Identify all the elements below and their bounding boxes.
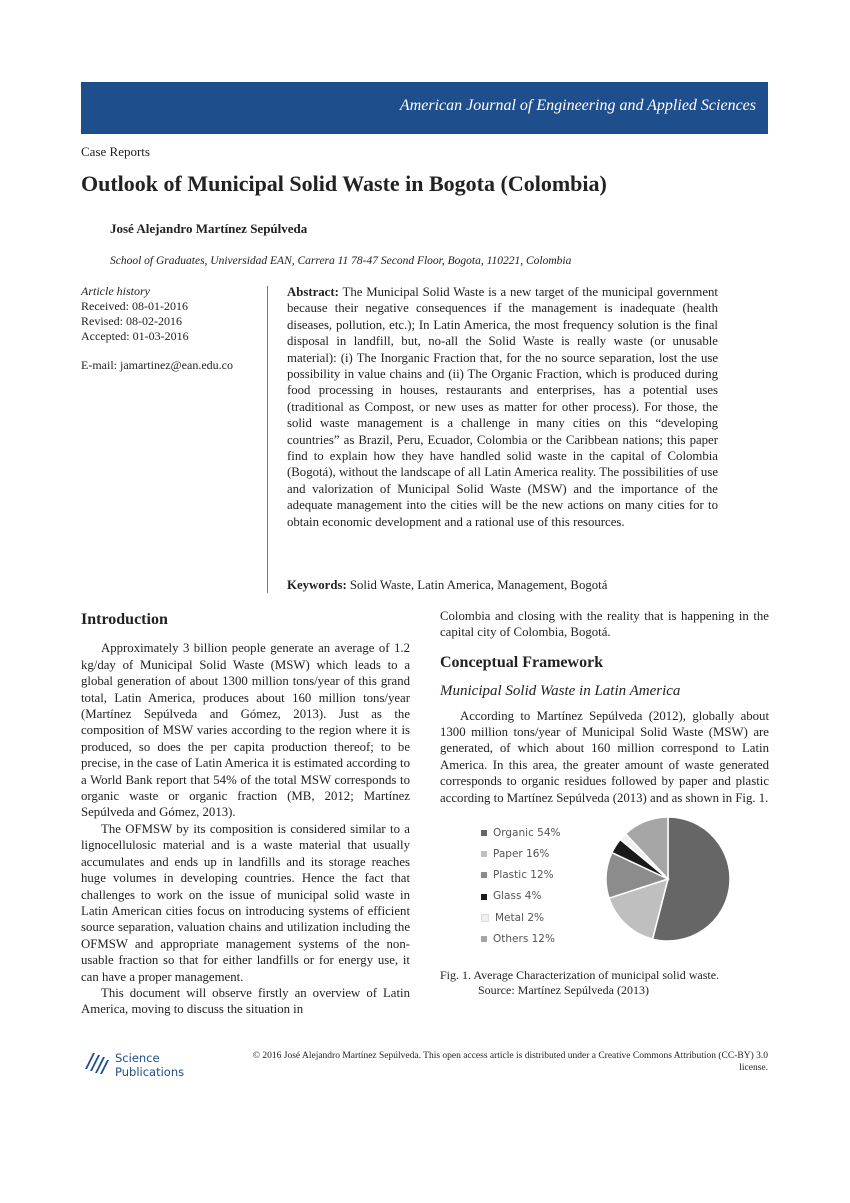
history-received: Received: 08-01-2016	[81, 299, 188, 313]
abstract	[287, 284, 718, 530]
legend-item	[481, 929, 561, 950]
legend-swatch	[481, 894, 487, 900]
legend-label: Others 12%	[493, 932, 555, 945]
keywords	[287, 578, 718, 593]
pie-chart-figure	[440, 814, 769, 964]
article-history	[81, 284, 261, 373]
history-heading: Article history	[81, 284, 150, 298]
paragraph: This document will observe firstly an overview of Latin America, moving to discuss the situation in	[81, 985, 410, 1017]
chart-legend	[481, 822, 561, 950]
publisher-name-line1: Science	[115, 1051, 160, 1065]
abstract-label: Abstract:	[287, 285, 339, 299]
history-accepted: Accepted: 01-03-2016	[81, 329, 189, 343]
license-text: © 2016 José Alejandro Martínez Sepúlveda. This open access article is distributed under a Creative Commons Attribution (CC-BY) 3.0 license.	[252, 1051, 768, 1073]
section-heading-introduction: Introduction	[81, 611, 168, 628]
paragraph: Colombia and closing with the reality that is happening in the capital city of Colombia, Bogotá.	[440, 609, 769, 640]
divider-line	[267, 286, 268, 593]
legend-swatch	[481, 914, 489, 922]
author-name: José Alejandro Martínez Sepúlveda	[110, 221, 308, 236]
legend-label: Plastic 12%	[493, 869, 554, 882]
legend-swatch	[481, 851, 487, 857]
journal-title: American Journal of Engineering and Applied Sciences	[399, 97, 756, 114]
legend-item	[481, 822, 561, 843]
legend-swatch	[481, 830, 487, 836]
history-revised: Revised: 08-02-2016	[81, 314, 182, 328]
caption-text: Fig. 1. Average Characterization of municipal solid waste.	[440, 968, 720, 983]
keywords-text: Solid Waste, Latin America, Management, Bogotá	[349, 578, 608, 592]
legend-label: Glass 4%	[493, 890, 542, 903]
figure-caption	[440, 968, 769, 998]
legend-swatch	[481, 936, 487, 942]
paragraph: According to Martínez Sepúlveda (2012), globally about 1300 million tons/year of Municipal Solid Waste (MSW) are generated, of which about 160 million correspond to Latin America. In this area, the greater amount of waste generated corresponds to organic residues followed by paper and plastic according to Martínez Sepúlveda (2013) and as shown in Fig. 1.	[440, 708, 769, 805]
publisher-logo	[81, 1047, 201, 1083]
author-affiliation: School of Graduates, Universidad EAN, Carrera 11 78-47 Second Floor, Bogota, 110221, Colombia	[110, 255, 572, 267]
pie-chart	[603, 814, 733, 944]
article-type: Case Reports	[81, 144, 150, 159]
legend-item	[481, 843, 561, 864]
left-column	[81, 608, 410, 1018]
section-heading-conceptual-framework: Conceptual Framework	[440, 653, 604, 671]
legend-label: Organic 54%	[493, 826, 561, 839]
right-column	[440, 608, 769, 998]
publisher-logo-icon	[81, 1047, 111, 1077]
paragraph: The OFMSW by its composition is considered similar to a lignocellulosic material and is a waste material that usually accumulates and ends up in landfills and its storage reaches huge volumes in developing countries. Hence the fact that challenges to work on the issue of municipal solid waste in Latin American cities focus on introducing systems of efficient source separation, valuation chains and utilization including the OFMSW and appropriate management systems of the non-usable fraction so that for either landfills or for energy use, it can have a proper management.	[81, 821, 410, 984]
caption-source: Source: Martínez Sepúlveda (2013)	[478, 983, 649, 998]
legend-label: Metal 2%	[495, 911, 544, 924]
legend-label: Paper 16%	[493, 847, 550, 860]
abstract-text: The Municipal Solid Waste is a new target of the municipal government because their negative consequences if the management is inadequate (health diseases, pollution, etc.); In Latin America, the most frequency solution is the final disposal in landfill, but, no-all the Solid Waste is really waste (or unusable material): (i) The Inorganic Fraction that, for the no source separation, lost the use possibility in value chains and (ii) The Organic Fraction, which is produced during food processing in houses, restaurants and enterprises, has a potential uses (traditional as Compost, or new uses as matter for other process). For those, the solid waste management is a challenge in many cities on this “developing countries” as Brazil, Peru, Ecuador, Colombia or the Caribbean nations; this paper find to explain how they have handled solid waste in the capital of Colombia (Bogotá), without the landscape of all Latin America reality. The possibilities of use and valorization of Municipal Solid Waste (MSW) and the importance of the adequate management into the cities will be the new actions on many cities for to obtain economic development and a rational use of this resources.	[287, 285, 718, 529]
legend-item	[481, 886, 561, 907]
legend-swatch	[481, 872, 487, 878]
publisher-name	[115, 1051, 184, 1079]
legend-item	[481, 907, 561, 928]
author-email: E-mail: jamartinez@ean.edu.co	[81, 358, 233, 372]
keywords-label: Keywords:	[287, 578, 347, 592]
paragraph: Approximately 3 billion people generate an average of 1.2 kg/day of Municipal Solid Waste (MSW) which leads to a global generation of about 1300 million tons/year of this grand total, Latin America, produces about 160 million tons/year (Martínez Sepúlveda and Gómez, 2013). Just as the composition of MSW varies according to the region where it is produced, so does the per capita production thereof; to be precise, in the case of Latin America it is estimated according to a World Bank report that 54% of the total MSW corresponds to organic waste or organic fraction (MB, 2012; Martínez Sepúlveda and Gómez, 2013).	[81, 641, 410, 820]
subsection-heading: Municipal Solid Waste in Latin America	[440, 683, 681, 700]
publisher-name-line2: Publications	[115, 1065, 185, 1079]
article-title: Outlook of Municipal Solid Waste in Bogota (Colombia)	[81, 171, 607, 196]
journal-banner	[81, 82, 768, 134]
legend-item	[481, 865, 561, 886]
